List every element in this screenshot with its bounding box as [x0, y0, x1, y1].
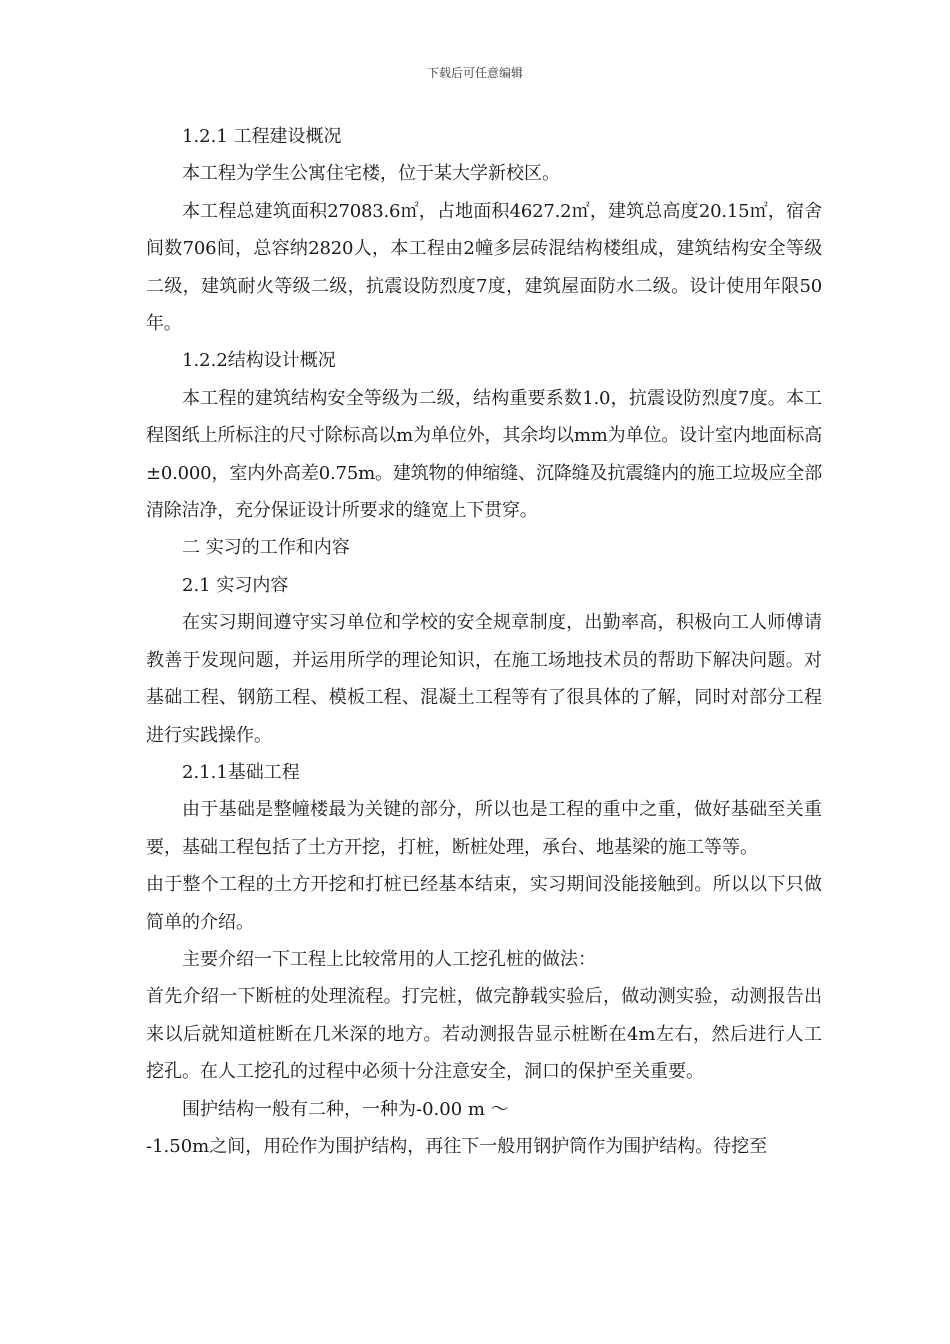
paragraph-manual-pile-intro: 主要介绍一下工程上比较常用的人工挖孔桩的做法： — [182, 948, 596, 970]
section-heading-1-2-1: 1.2.1 工程建设概况 — [182, 126, 342, 147]
section-heading-2: 二 实习的工作和内容 — [182, 537, 350, 559]
paragraph-internship-content: 在实习期间遵守实习单位和学校的安全规章制度，出勤率高，积极向工人师傅请教善于发现问题，并运用所学的理论知识，在施工场地技术员的帮助下解决问题。对基础工程、钢筋工程、模板工程、混凝土工程等有了很具体的了解，同时对部分工程进行实践操作。 — [146, 612, 822, 746]
section-heading-2-1-1: 2.1.1基础工程 — [182, 761, 300, 783]
section-heading-1-2-2: 1.2.2结构设计概况 — [182, 350, 336, 372]
paragraph-foundation-importance: 由于基础是整幢楼最为关键的部分，所以也是工程的重中之重，做好基础至关重要，基础工程包括了土方开挖，打桩，断桩处理，承台、地基梁的施工等等。 — [146, 799, 822, 858]
paragraph-foundation-note: 由于整个工程的土方开挖和打桩已经基本结束，实习期间没能接触到。所以以下只做简单的介绍。 — [146, 874, 822, 933]
page-header-note: 下载后可任意编辑 — [426, 66, 523, 80]
document-body — [146, 118, 822, 1165]
paragraph-retaining-structure-1: 围护结构一般有二种，一种为-0.00 m ～ — [182, 1098, 509, 1120]
paragraph-retaining-structure-2: -1.50m之间，用砼作为围护结构，再往下一般用钢护筒作为围护结构。待挖至 — [146, 1135, 768, 1157]
paragraph-broken-pile-process: 首先介绍一下断桩的处理流程。打完桩，做完静载实验后，做动测实验，动测报告出来以后就知道桩断在几米深的地方。若动测报告显示桩断在4m左右，然后进行人工挖孔。在人工挖孔的过程中必须十分注意安全，洞口的保护至关重要。 — [146, 986, 822, 1083]
paragraph-project-location: 本工程为学生公寓住宅楼，位于某大学新校区。 — [182, 163, 560, 185]
section-heading-2-1: 2.1 实习内容 — [182, 574, 289, 596]
paragraph-structure-design: 本工程的建筑结构安全等级为二级，结构重要系数1.0，抗震设防烈度7度。本工程图纸上所标注的尺寸除标高以m为单位外，其余均以mm为单位。设计室内地面标高±0.000，室内外高差0.75m。建筑物的伸缩缝、沉降缝及抗震缝内的施工垃圾应全部清除洁净，充分保证设计所要求的缝宽上下贯穿。 — [146, 387, 822, 522]
paragraph-project-overview: 本工程总建筑面积27083.6㎡，占地面积4627.2㎡，建筑总高度20.15㎡，宿舍间数706间，总容纳2820人，本工程由2幢多层砖混结构楼组成，建筑结构安全等级二级，建筑耐火等级二级，抗震设防烈度7度，建筑屋面防水二级。设计使用年限50年。 — [146, 200, 822, 335]
